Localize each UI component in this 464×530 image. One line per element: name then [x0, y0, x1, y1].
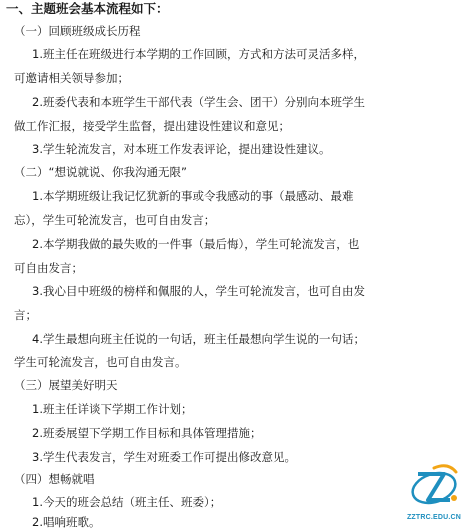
main-title: 一、主题班会基本流程如下： — [6, 1, 169, 16]
section-2-item-2-line-2: 可自由发言； — [14, 261, 83, 275]
section-1-item-1-line-1: 1.班主任在班级进行本学期的工作回顾，方式和方法可灵活多样， — [32, 47, 365, 61]
section-4-item-1: 1.今天的班会总结（班主任、班委）； — [32, 495, 222, 509]
zztrc-logo-icon — [404, 458, 464, 514]
section-3-item-1: 1.班主任详谈下学期工作计划； — [32, 402, 193, 416]
section-3-item-2: 2.班委展望下学期工作目标和具体管理措施； — [32, 426, 262, 440]
section-2-item-3-line-2: 言； — [14, 308, 37, 322]
section-2-item-1-line-1: 1.本学期班级让我记忆犹新的事或令我感动的事（最感动、最难 — [32, 189, 354, 203]
section-1-item-2-line-1: 2.班委代表和本班学生干部代表（学生会、团干）分别向本班学生 — [32, 95, 365, 109]
section-2-item-3-line-1: 3.我心目中班级的榜样和佩服的人，学生可轮流发言，也可自由发 — [32, 284, 365, 298]
section-1-item-3: 3.学生轮流发言，对本班工作发表评论，提出建设性建议。 — [32, 142, 331, 156]
section-2-item-1-line-2: 忘），学生可轮流发言，也可自由发言； — [14, 213, 216, 227]
section-1-item-2-line-2: 做工作汇报，接受学生监督，提出建设性建议和意见； — [14, 119, 290, 133]
section-1-item-1-line-2: 可邀请相关领导参加； — [14, 71, 129, 85]
section-2-item-4-line-2: 学生可轮流发言，也可自由发言。 — [14, 355, 187, 369]
section-2-item-2-line-1: 2.本学期我做的最失败的一件事（最后悔），学生可轮流发言，也 — [32, 237, 360, 251]
watermark-text: ZZTRC.EDU.CN — [406, 514, 462, 521]
section-4-heading: （四）想畅就唱 — [14, 472, 95, 486]
watermark-logo — [404, 458, 464, 530]
section-2-heading: （二）“想说就说、你我沟通无限” — [14, 165, 187, 179]
section-2-item-4-line-1: 4.学生最想向班主任说的一句话，班主任最想向学生说的一句话； — [32, 332, 365, 346]
section-3-heading: （三）展望美好明天 — [14, 378, 118, 392]
section-4-item-2: 2.唱响班歌。 — [32, 515, 101, 529]
section-3-item-3: 3.学生代表发言，学生对班委工作可提出修改意见。 — [32, 450, 296, 464]
section-1-heading: （一）回顾班级成长历程 — [14, 24, 141, 38]
